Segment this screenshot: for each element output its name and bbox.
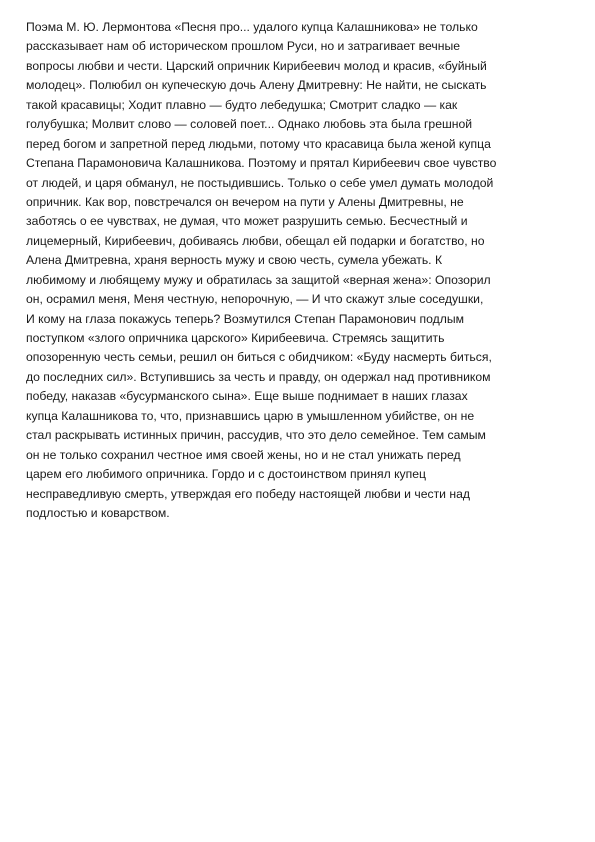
- text-line: стал раскрывать истинных причин, рассудив, что это дело семейное. Тем самым: [26, 428, 486, 443]
- text-line: такой красавицы; Ходит плавно — будто лебедушка; Смотрит сладко — как: [26, 97, 458, 112]
- text-line: вопросы любви и чести. Царский опричник Кирибеевич молод и красив, «буйный: [26, 58, 487, 73]
- text-line: поступком «злого опричника царского» Кирибеевича. Стремясь защитить: [26, 331, 445, 345]
- text-line: подлостью и коварством.: [26, 505, 170, 520]
- text-line: перед богом и запретной перед людьми, потому что красавица была женой купца: [26, 136, 491, 151]
- text-line: царем его любимого опричника. Гордо и с достоинством принял купец: [26, 467, 426, 482]
- text-line: опричник. Как вор, повстречался он вечером на пути у Алены Дмитревны, не: [26, 194, 464, 209]
- text-line: Поэма М. Ю. Лермонтова «Песня про... удалого купца Калашникова» не только: [26, 20, 478, 34]
- text-line: несправедливую смерть, утверждая его победу настоящей любви и чести над: [26, 486, 470, 501]
- text-line: заботясь о ее чувствах, не думая, что может разрушить семью. Бесчестный и: [26, 214, 468, 229]
- text-line: И кому на глаза покажусь теперь? Возмутился Степан Парамонович подлым: [26, 311, 465, 326]
- text-line: опозоренную честь семьи, решил он биться с обидчиком: «Буду насмерть биться,: [26, 350, 492, 365]
- text-line: молодец». Полюбил он купеческую дочь Алену Дмитревну: Не найти, не сыскать: [26, 78, 487, 93]
- text-line: рассказывает нам об историческом прошлом Руси, но и затрагивает вечные: [26, 39, 460, 54]
- text-line: Алена Дмитревна, храня верность мужу и свою честь, сумела убежать. К: [26, 253, 443, 268]
- text-line: любимому и любящему мужу и обратилась за защитой «верная жена»: Опозорил: [26, 272, 491, 287]
- text-line: от людей, и царя обманул, не постыдившись. Только о себе умел думать молодой: [26, 175, 494, 190]
- text-line: он не только сохранил честное имя своей жены, но и не стал унижать перед: [26, 447, 461, 462]
- text-line: Степана Парамоновича Калашникова. Поэтому и прятал Кирибеевич свое чувство: [26, 156, 497, 171]
- text-line: голубушка; Молвит слово — соловей поет... Однако любовь эта была грешной: [26, 117, 473, 132]
- text-line: победу, наказав «бусурманского сына». Еще выше поднимает в наших глазах: [26, 389, 468, 404]
- text-line: лицемерный, Кирибеевич, добиваясь любви, обещал ей подарки и богатство, но: [26, 233, 485, 248]
- essay-text: [26, 18, 571, 523]
- text-line: купца Калашникова то, что, признавшись царю в умышленном убийстве, он не: [26, 408, 475, 423]
- text-line: до последних сил». Вступившись за честь и правду, он одержал над противником: [26, 369, 491, 384]
- text-line: он, осрамил меня, Меня честную, непорочную, — И что скажут злые соседушки,: [26, 292, 484, 307]
